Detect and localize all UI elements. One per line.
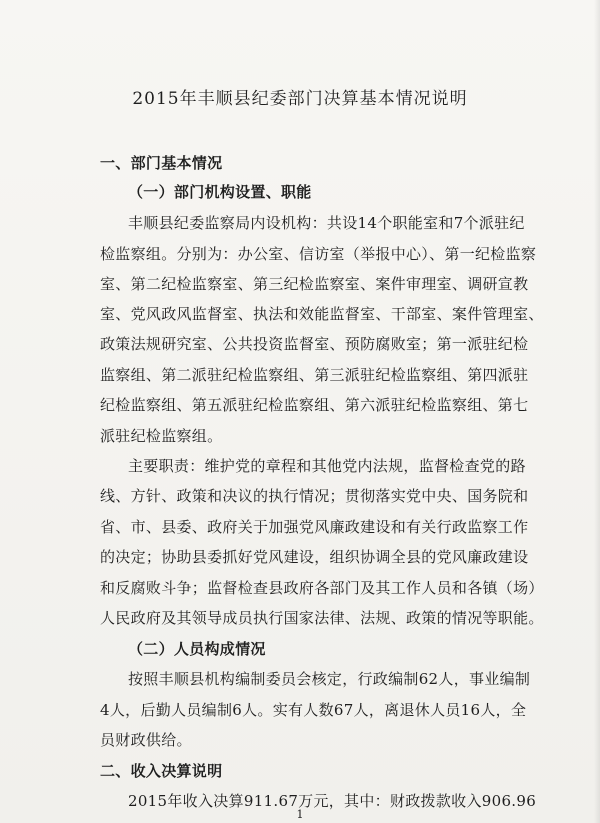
paragraph-line: 纪检监察组、第五派驻纪检监察组、第六派驻纪检监察组、第七 [100, 396, 529, 414]
paragraph-line: 检监察组。分别为：办公室、信访室（举报中心）、第一纪检监察 [100, 245, 537, 263]
paragraph-line: 监察组、第二派驻纪检监察组、第三派驻纪检监察组、第四派驻 [100, 366, 529, 384]
section-heading-1: 一、部门基本情况 [100, 154, 223, 172]
subsection-heading-1: （一）部门机构设置、职能 [128, 183, 312, 201]
paragraph-line: 线、方针、政策和决议的执行情况；贯彻落实党中央、国务院和 [100, 487, 529, 505]
paragraph-line: 室、党风政风监督室、执法和效能监督室、干部室、案件管理室、 [100, 305, 544, 323]
paragraph-line: 政策法规研究室、公共投资监督室、预防腐败室；第一派驻纪检 [100, 335, 529, 353]
paragraph-line: 室、第二纪检监察室、第三纪检监察室、案件审理室、调研宣教 [100, 275, 529, 293]
page-number: 1 [296, 808, 304, 821]
paragraph-line: 和反腐败斗争；监督检查县政府各部门及其工作人员和各镇（场） [100, 579, 544, 597]
paragraph-line: 4人，后勤人员编制6人。实有人数67人，离退休人员16人，全 [100, 701, 527, 719]
subsection-heading-2: （二）人员构成情况 [128, 640, 266, 658]
paragraph-line: 人民政府及其领导成员执行国家法律、法规、政策的情况等职能。 [100, 609, 544, 627]
paragraph-line: 省、市、县委、政府关于加强党风廉政建设和有关行政监察工作 [100, 518, 529, 536]
paragraph-line: 丰顺县纪委监察局内设机构：共设14个职能室和7个派驻纪 [128, 214, 525, 232]
paragraph-line: 的决定；协助县委抓好党风建设，组织协调全县的党风廉政建设 [100, 548, 529, 566]
paragraph-line: 按照丰顺县机构编制委员会核定，行政编制62人，事业编制 [128, 670, 531, 688]
paragraph-line: 主要职责：维护党的章程和其他党内法规，监督检查党的路 [128, 457, 526, 475]
page-edge-shadow [594, 0, 600, 823]
section-heading-2: 二、收入决算说明 [100, 762, 223, 780]
paragraph-line: 2015年收入决算911.67万元，其中：财政拨款收入906.96 [128, 792, 537, 810]
paragraph-line: 派驻纪检监察组。 [100, 427, 223, 445]
document-title: 2015年丰顺县纪委部门决算基本情况说明 [132, 89, 468, 109]
paragraph-line: 员财政供给。 [100, 731, 192, 749]
